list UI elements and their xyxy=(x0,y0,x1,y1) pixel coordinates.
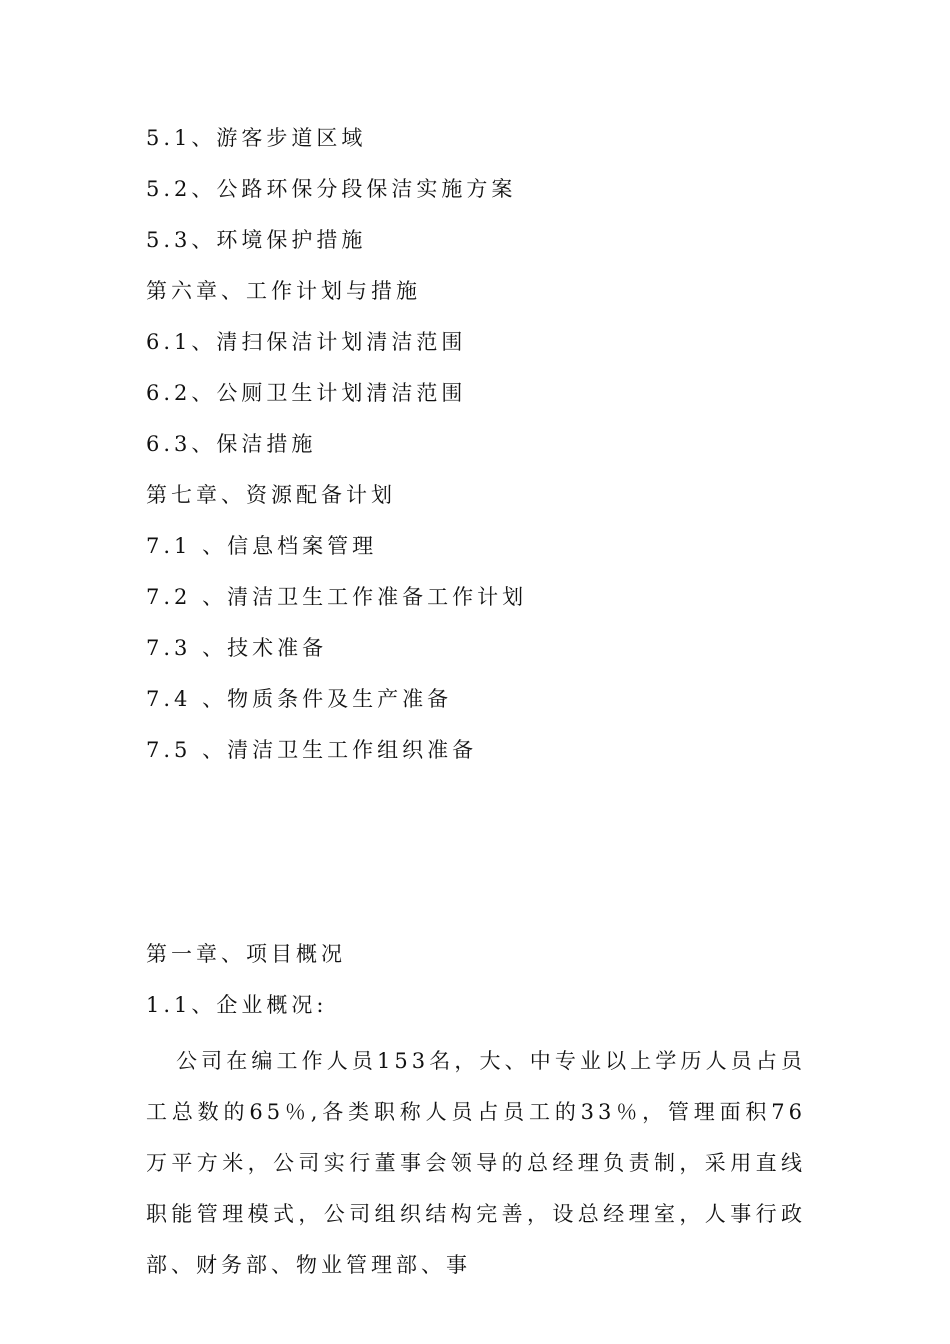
toc-item-6-2: 6.2、公厕卫生计划清洁范围 xyxy=(146,381,467,405)
section-1-1-title: 1.1、企业概况: xyxy=(146,993,328,1017)
chapter-1-title: 第一章、项目概况 xyxy=(146,942,346,966)
toc-item-5-2: 5.2、公路环保分段保洁实施方案 xyxy=(146,177,517,201)
chapter-1-section xyxy=(146,934,806,1291)
toc-item-chapter-7: 第七章、资源配备计划 xyxy=(146,483,396,507)
table-of-contents xyxy=(146,121,846,784)
toc-item-7-2: 7.2 、清洁卫生工作准备工作计划 xyxy=(146,585,528,609)
toc-item-5-3: 5.3、环境保护措施 xyxy=(146,228,367,252)
toc-item-6-1: 6.1、清扫保洁计划清洁范围 xyxy=(146,330,467,354)
toc-item-7-3: 7.3 、技术准备 xyxy=(146,636,328,660)
toc-item-6-3: 6.3、保洁措施 xyxy=(146,432,317,456)
toc-item-7-4: 7.4 、物质条件及生产准备 xyxy=(146,687,453,711)
company-overview-paragraph: 公司在编工作人员153名，大、中专业以上学历人员占员工总数的65％,各类职称人员占员工的33％，管理面积76万平方米，公司实行董事会领导的总经理负责制，采用直线职能管理模式，公司组织结构完善，设总经理室，人事行政部、财务部、物业管理部、事 xyxy=(146,1049,806,1277)
toc-item-7-5: 7.5 、清洁卫生工作组织准备 xyxy=(146,738,478,762)
toc-item-7-1: 7.1 、信息档案管理 xyxy=(146,534,378,558)
toc-item-5-1: 5.1、游客步道区域 xyxy=(146,126,367,150)
toc-item-chapter-6: 第六章、工作计划与措施 xyxy=(146,279,421,303)
